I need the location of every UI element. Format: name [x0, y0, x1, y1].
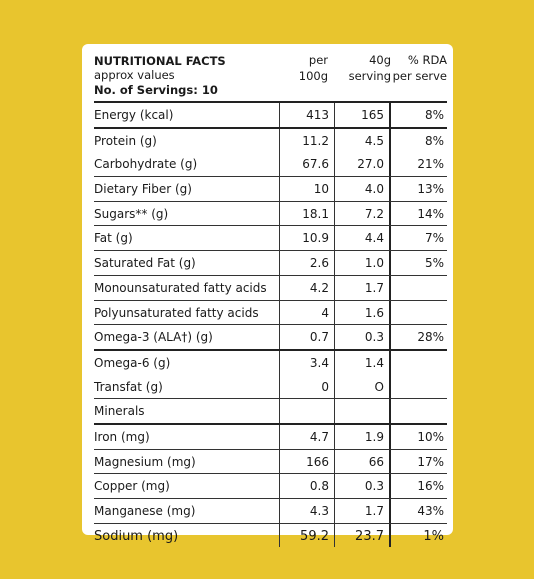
per-serving-value: 1.4: [364, 355, 384, 370]
column-header-serving: 40g serving: [348, 53, 391, 83]
per-100g-value: 0: [321, 379, 329, 394]
per-serving-value: 4.4: [364, 231, 384, 246]
table-row: [94, 351, 447, 375]
rda-value: 13%: [417, 182, 444, 197]
per-100g-value: 0.8: [309, 479, 329, 494]
per-100g-value: 67.6: [302, 157, 329, 172]
nutrient-label: Sodium (mg): [94, 528, 179, 544]
per-100g-value: 11.2: [302, 133, 329, 148]
table-row: [94, 425, 447, 450]
per-serving-value: 1.7: [364, 280, 384, 295]
nutrient-label: Polyunsaturated fatty acids: [94, 305, 259, 320]
table-row: [94, 375, 447, 400]
nutrient-label: Magnesium (mg): [94, 454, 196, 469]
rda-value: 21%: [417, 157, 444, 172]
table-row: [94, 524, 447, 548]
nutrient-label: Copper (mg): [94, 479, 170, 494]
per-100g-value: 10.9: [302, 231, 329, 246]
rda-value: 17%: [417, 454, 444, 469]
nutrition-table: [94, 101, 447, 547]
per-serving-value: 1.6: [364, 305, 384, 320]
per-serving-value: 0.3: [364, 330, 384, 345]
per-serving-value: 4.0: [364, 182, 384, 197]
rda-value: 5%: [424, 256, 444, 271]
per-100g-value: 4.2: [309, 280, 329, 295]
nutrient-label: Omega-3 (ALA†) (g): [94, 330, 213, 345]
nutrient-label: Fat (g): [94, 231, 133, 246]
per-100g-value: 3.4: [309, 355, 329, 370]
table-row: [94, 101, 447, 129]
per-serving-value: 1.9: [364, 429, 384, 444]
section-label: Minerals: [94, 404, 145, 419]
nutrition-header: [94, 52, 445, 104]
column-header-per-100g: per 100g: [298, 53, 328, 83]
nutrient-label: Manganese (mg): [94, 504, 196, 518]
per-serving-value: 1.0: [364, 256, 384, 271]
nutrient-label: Dietary Fiber (g): [94, 182, 192, 197]
per-serving-value: 27.0: [357, 157, 384, 172]
rda-value: 28%: [417, 330, 444, 345]
table-row: [94, 251, 447, 276]
table-row: [94, 177, 447, 202]
per-serving-value: 1.7: [364, 504, 384, 518]
table-row: [94, 474, 447, 499]
panel-title: NUTRITIONAL FACTS: [94, 54, 226, 68]
per-serving-value: 165: [361, 108, 384, 122]
per-100g-value: 4.7: [309, 429, 329, 444]
nutrient-label: Energy (kcal): [94, 108, 174, 122]
per-serving-value: 66: [368, 454, 384, 469]
table-row: [94, 325, 447, 351]
rda-value: 43%: [417, 504, 444, 518]
table-row: [94, 399, 447, 425]
column-header-rda: % RDA per serve: [392, 53, 447, 83]
per-100g-value: 4.3: [309, 504, 329, 518]
rda-value: 1%: [423, 528, 444, 544]
per-100g-value: 4: [321, 305, 329, 320]
table-row: [94, 202, 447, 227]
rda-value: 8%: [424, 133, 444, 148]
per-100g-value: 2.6: [309, 256, 329, 271]
per-100g-value: 18.1: [302, 206, 329, 221]
table-row: [94, 226, 447, 251]
per-100g-value: 166: [306, 454, 329, 469]
nutrient-label: Omega-6 (g): [94, 355, 171, 370]
per-100g-value: 413: [306, 108, 329, 122]
rda-value: 10%: [417, 429, 444, 444]
nutrient-label: Monounsaturated fatty acids: [94, 280, 267, 295]
nutrient-label: Protein (g): [94, 133, 157, 148]
rda-value: 14%: [417, 206, 444, 221]
nutrient-label: Saturated Fat (g): [94, 256, 196, 271]
per-100g-value: 10: [313, 182, 329, 197]
nutrition-facts-panel: [82, 44, 453, 544]
per-serving-value: 0.3: [364, 479, 384, 494]
table-row: [94, 152, 447, 177]
nutrient-label: Sugars** (g): [94, 206, 169, 221]
rda-value: 7%: [424, 231, 444, 246]
nutrient-label: Transfat (g): [94, 379, 163, 394]
table-row: [94, 129, 447, 153]
panel-subtitle: approx values: [94, 68, 175, 82]
per-serving-value: O: [374, 379, 384, 394]
per-100g-value: 59.2: [300, 528, 329, 544]
per-serving-value: 7.2: [364, 206, 384, 221]
per-100g-value: 0.7: [309, 330, 329, 345]
rda-value: 16%: [417, 479, 444, 494]
rda-value: 8%: [424, 108, 444, 122]
per-serving-value: 23.7: [355, 528, 384, 544]
table-row: [94, 499, 447, 524]
nutrient-label: Carbohydrate (g): [94, 157, 198, 172]
servings-count: No. of Servings: 10: [94, 83, 218, 97]
table-row: [94, 301, 447, 326]
nutrient-label: Iron (mg): [94, 429, 150, 444]
per-serving-value: 4.5: [364, 133, 384, 148]
table-row: [94, 276, 447, 301]
table-row: [94, 450, 447, 475]
